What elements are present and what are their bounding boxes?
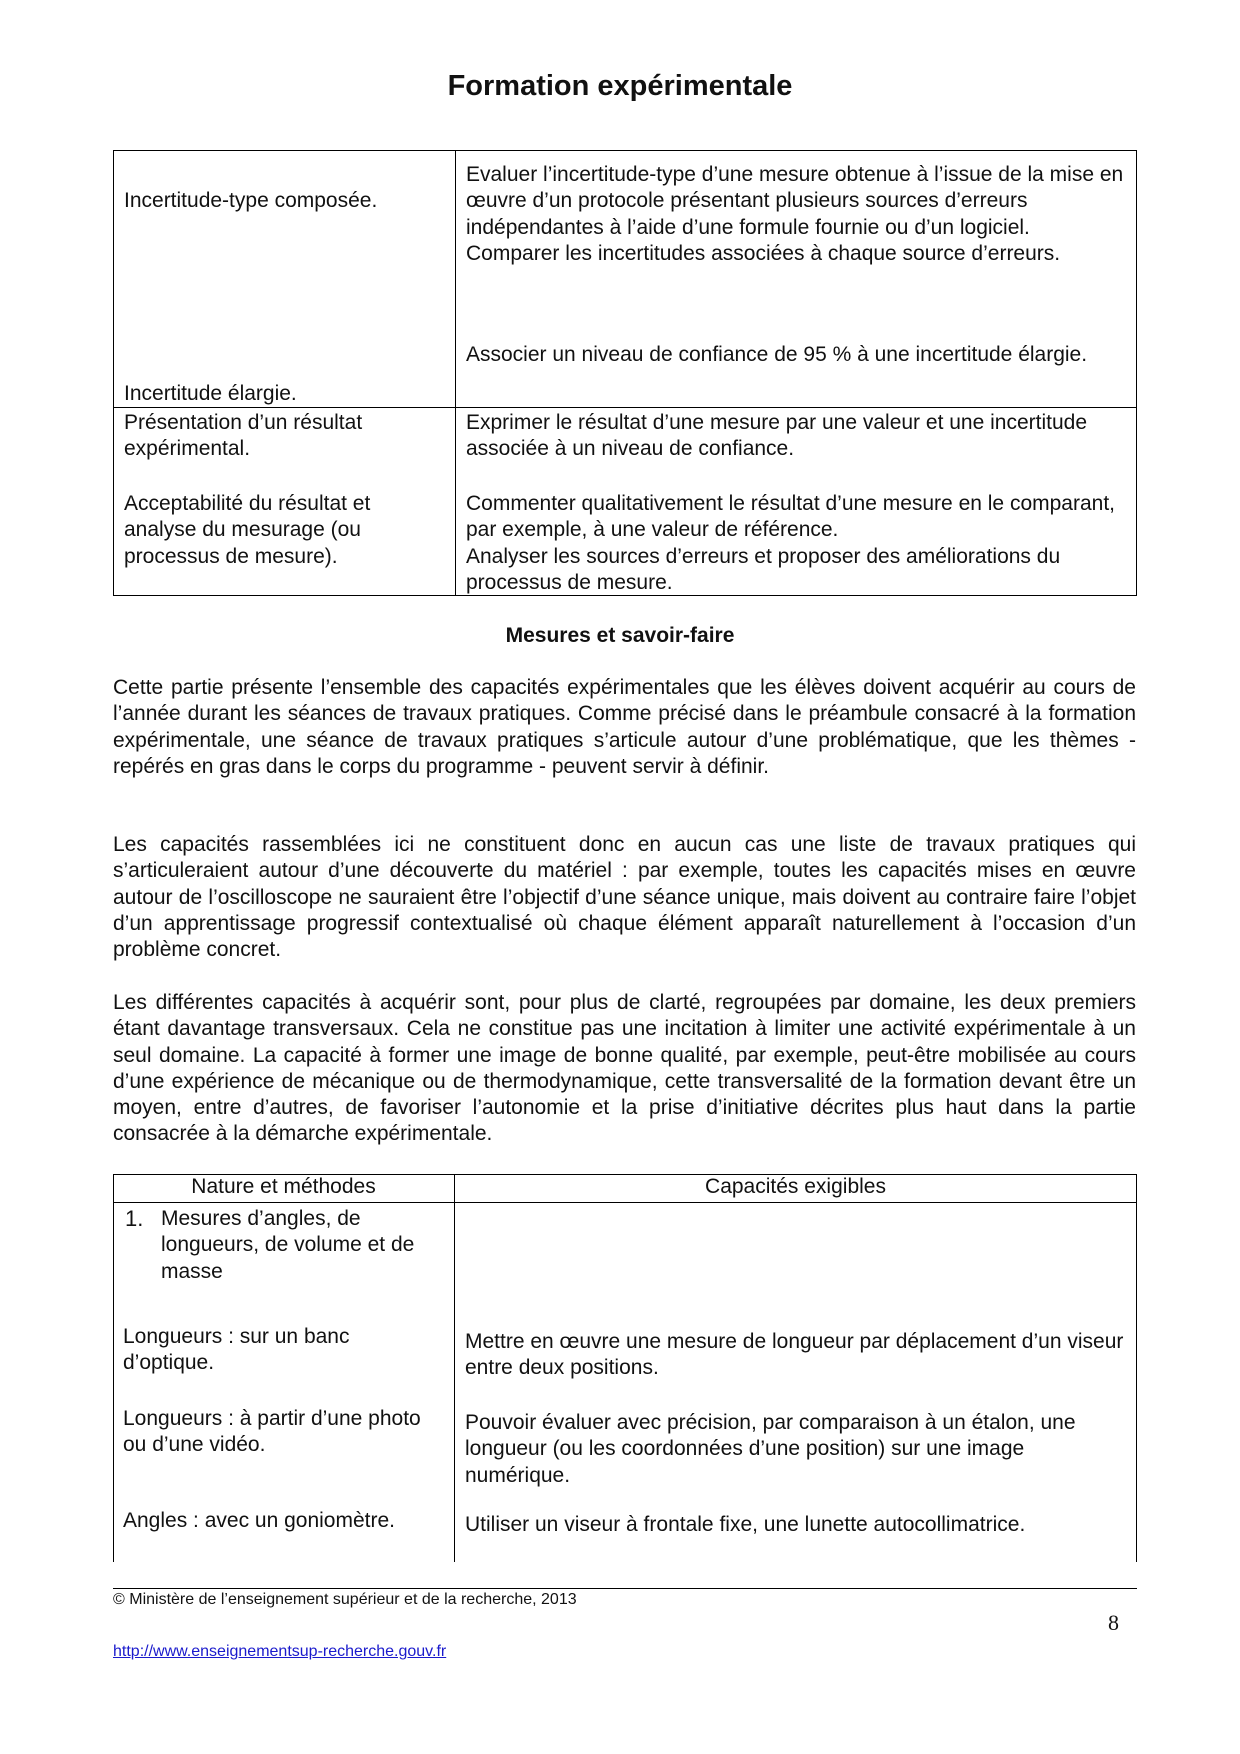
table-divider (113, 1174, 114, 1562)
table-cell: Longueurs : à partir d’une photo ou d’une vidéo. (123, 1407, 421, 1457)
footer-link[interactable]: http://www.enseignementsup-recherche.gouv.fr (113, 1643, 447, 1660)
footer-divider (113, 1588, 1137, 1589)
section-number: 1. (125, 1206, 144, 1231)
column-header: Capacités exigibles (705, 1175, 886, 1198)
table-cell: Présentation d’un résultat expérimental. (124, 411, 363, 461)
table-cell: Exprimer le résultat d’une mesure par une valeur et une incertitude associée à un niveau de confiance. (466, 411, 1087, 461)
footer-copyright: © Ministère de l’enseignement supérieur et de la recherche, 2013 (113, 1591, 577, 1608)
table-divider (455, 151, 456, 595)
section-heading: Mesures et savoir-faire (505, 624, 735, 647)
table-divider (1136, 1202, 1137, 1562)
section-title: Mesures d’angles, de longueurs, de volume et de masse (161, 1207, 415, 1283)
table-cell: Utiliser un viseur à frontale fixe, une lunette autocollimatrice. (465, 1513, 1026, 1536)
table-divider (454, 1174, 455, 1562)
incertitude-table (113, 150, 1137, 596)
page-title: Formation expérimentale (447, 70, 793, 102)
table-cell: Mettre en œuvre une mesure de longueur par déplacement d’un viseur entre deux positions. (465, 1330, 1124, 1380)
table-cell: Associer un niveau de confiance de 95 % à une incertitude élargie. (466, 343, 1088, 366)
paragraph: Les différentes capacités à acquérir sont, pour plus de clarté, regroupées par domaine, les deux premiers étant davantage transversaux. Cela ne constitue pas une incitation à limiter une activité expérimentale à un seul domaine. La capacité à former une image de bonne qualité, par exemple, peut-être mobilisée au cours d’une expérience de mécanique ou de thermodynamique, cette transversalité de la formation devant être un moyen, entre d’autres, de favoriser l’autonomie et la prise d’initiative décrites plus haut dans la partie consacrée à la démarche expérimentale. (113, 991, 1136, 1146)
page-number: 8 (1108, 1610, 1119, 1635)
table-divider (113, 1202, 1137, 1203)
table-cell: Incertitude élargie. (124, 382, 297, 405)
column-header: Nature et méthodes (191, 1175, 376, 1198)
table-cell: Acceptabilité du résultat et analyse du mesurage (ou processus de mesure). (124, 492, 371, 568)
table-cell: Longueurs : sur un banc d’optique. (123, 1325, 350, 1375)
capacities-table (113, 1174, 1137, 1562)
table-cell: Evaluer l’incertitude-type d’une mesure obtenue à l’issue de la mise en œuvre d’un protocole présentant plusieurs sources d’erreurs indépendantes à l’aide d’une formule fournie ou d’un logiciel. Comparer les incertitudes associées à chaque source d’erreurs. (466, 163, 1124, 265)
table-cell: Commenter qualitativement le résultat d’une mesure en le comparant, par exemple, à une valeur de référence. Analyser les sources d’erreurs et proposer des améliorations du processus de mesure. (466, 492, 1115, 594)
table-cell: Incertitude-type composée. (124, 189, 378, 212)
table-cell: Pouvoir évaluer avec précision, par comparaison à un étalon, une longueur (ou les coordonnées d’une position) sur une image numérique. (465, 1411, 1076, 1487)
table-cell: Angles : avec un goniomètre. (123, 1509, 395, 1532)
paragraph: Cette partie présente l’ensemble des capacités expérimentales que les élèves doivent acquérir au cours de l’année durant les séances de travaux pratiques. Comme précisé dans le préambule consacré à la formation expérimentale, une séance de travaux pratiques s’articule autour d’une problématique, que les thèmes - repérés en gras dans le corps du programme - peuvent servir à définir. (113, 676, 1136, 778)
paragraph: Les capacités rassemblées ici ne constituent donc en aucun cas une liste de travaux pratiques qui s’articuleraient autour d’une découverte du matériel : par exemple, toutes les capacités mises en œuvre autour de l’oscilloscope ne sauraient être l’objectif d’une séance unique, mais doivent au contraire faire l’objet d’un apprentissage progressif contextualisé où chaque élément apparaît naturellement à l’occasion d’un problème concret. (113, 833, 1136, 962)
